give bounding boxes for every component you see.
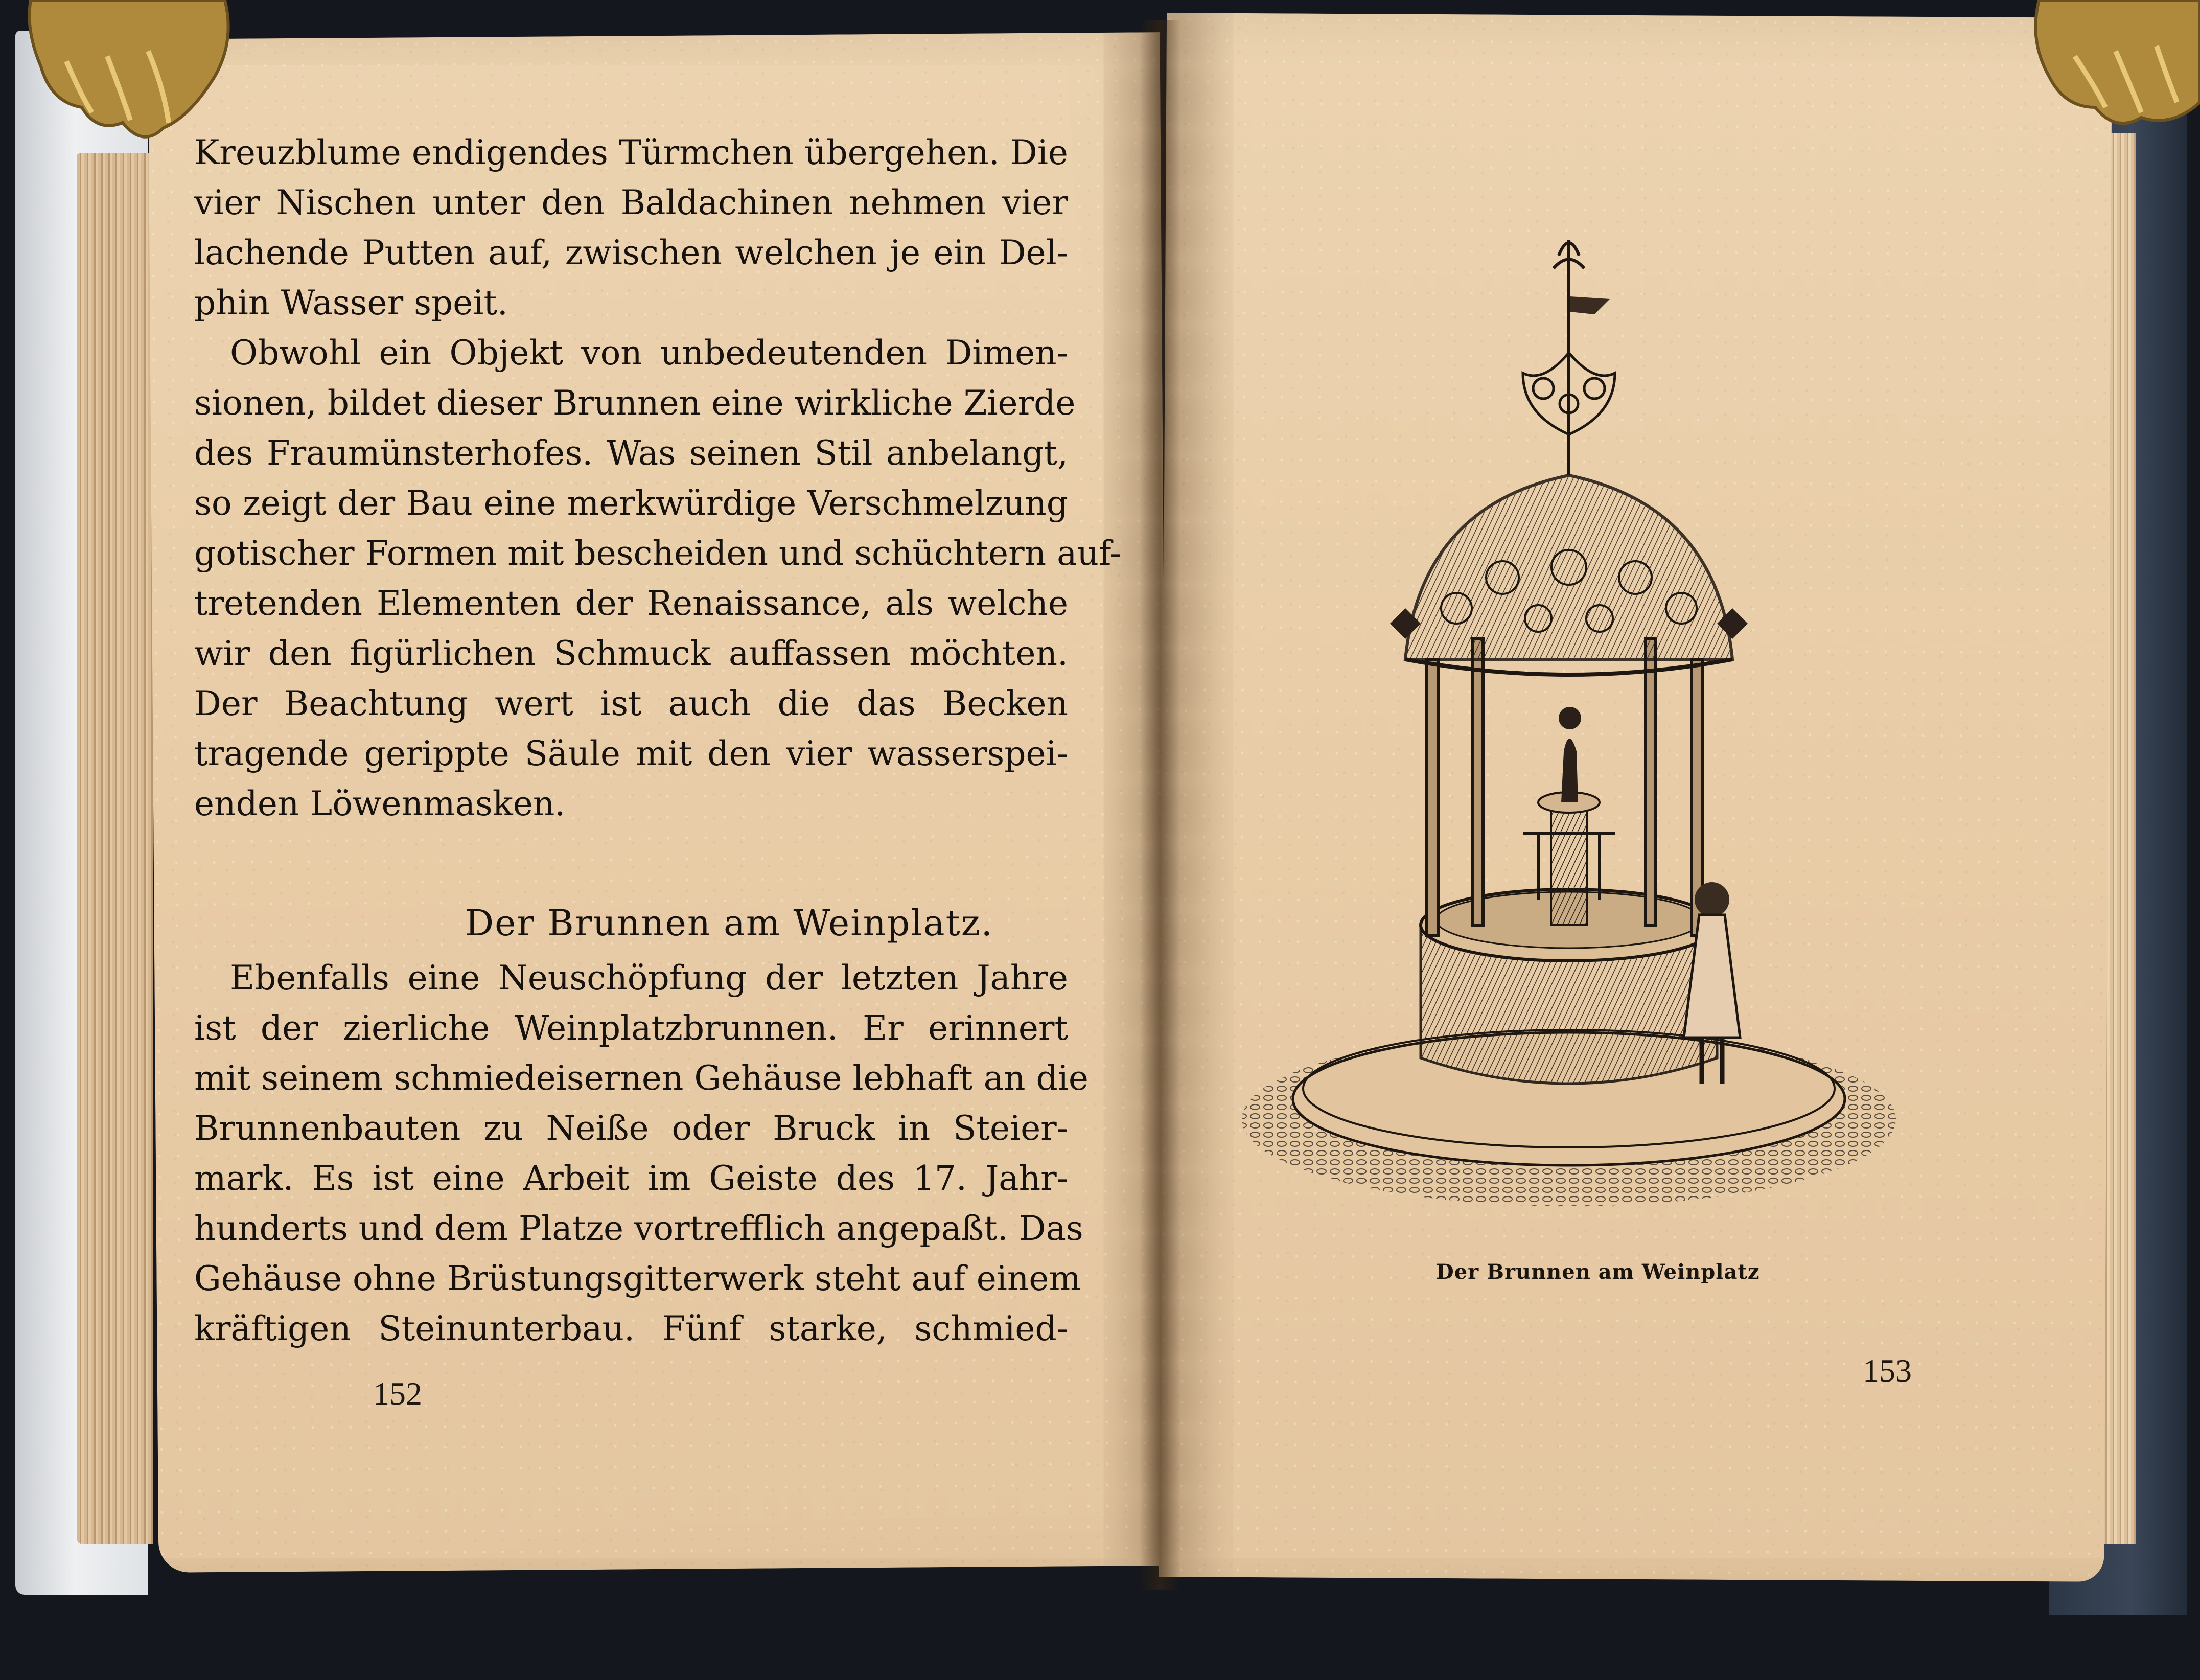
brass-hand-holder-left — [20, 0, 240, 153]
text-line: ist der zierliche Weinplatzbrunnen. Er erinnert — [194, 1008, 1068, 1048]
text-line: Gehäuse ohne Brüstungsgitterwerk steht auf einem — [194, 1259, 1081, 1298]
brass-hand-holder-right — [2019, 0, 2200, 138]
text-line: hunderts und dem Platze vortrefflich angepaßt. Das — [194, 1209, 1083, 1248]
page-edges-left — [77, 153, 153, 1544]
text-line: Obwohl ein Objekt von unbedeutenden Dimen- — [230, 333, 1068, 373]
book-gutter — [1140, 20, 1180, 1590]
text-line: des Fraumünsterhofes. Was seinen Stil anbelangt, — [194, 433, 1068, 473]
left-page-text-2 — [194, 953, 1089, 1354]
text-line: Kreuzblume endigendes Türmchen übergehen. Die — [194, 133, 1068, 172]
text-line: Brunnenbauten zu Neiße oder Bruck in Steier- — [194, 1109, 1068, 1148]
fountain-illustration — [1237, 220, 1896, 1222]
text-line: Der Beachtung wert ist auch die das Becken — [194, 684, 1068, 723]
text-line: vier Nischen unter den Baldachinen nehmen vier — [194, 183, 1068, 222]
text-line: enden Löwenmasken. — [194, 784, 566, 823]
text-line: tretenden Elementen der Renaissance, als welche — [194, 584, 1068, 623]
text-line: mark. Es ist eine Arbeit im Geiste des 17. Jahr- — [194, 1159, 1068, 1198]
text-line: gotischer Formen mit bescheiden und schüchtern auf- — [194, 534, 1122, 573]
text-line: phin Wasser speit. — [194, 283, 508, 323]
text-line: Ebenfalls eine Neuschöpfung der letzten Jahre — [230, 958, 1068, 998]
illustration-caption: Der Brunnen am Weinplatz — [1436, 1260, 1760, 1284]
page-number-left: 152 — [373, 1375, 422, 1412]
text-line: sionen, bildet dieser Brunnen eine wirkliche Zierde — [194, 383, 1076, 423]
text-line: so zeigt der Bau eine merkwürdige Verschmelzung — [194, 484, 1068, 523]
text-line: kräftigen Steinunterbau. Fünf starke, schmied- — [194, 1309, 1068, 1348]
text-line: mit seinem schmiedeisernen Gehäuse lebhaft an die — [194, 1058, 1089, 1098]
text-line: tragende gerippte Säule mit den vier wasserspei- — [194, 734, 1068, 773]
text-line: lachende Putten auf, zwischen welchen je ein Del- — [194, 233, 1068, 272]
text-line: wir den figürlichen Schmuck auffassen möchten. — [194, 634, 1068, 673]
left-page-text — [194, 128, 1122, 829]
page-number-right: 153 — [1863, 1352, 1912, 1389]
section-heading: Der Brunnen am Weinplatz. — [465, 902, 993, 944]
